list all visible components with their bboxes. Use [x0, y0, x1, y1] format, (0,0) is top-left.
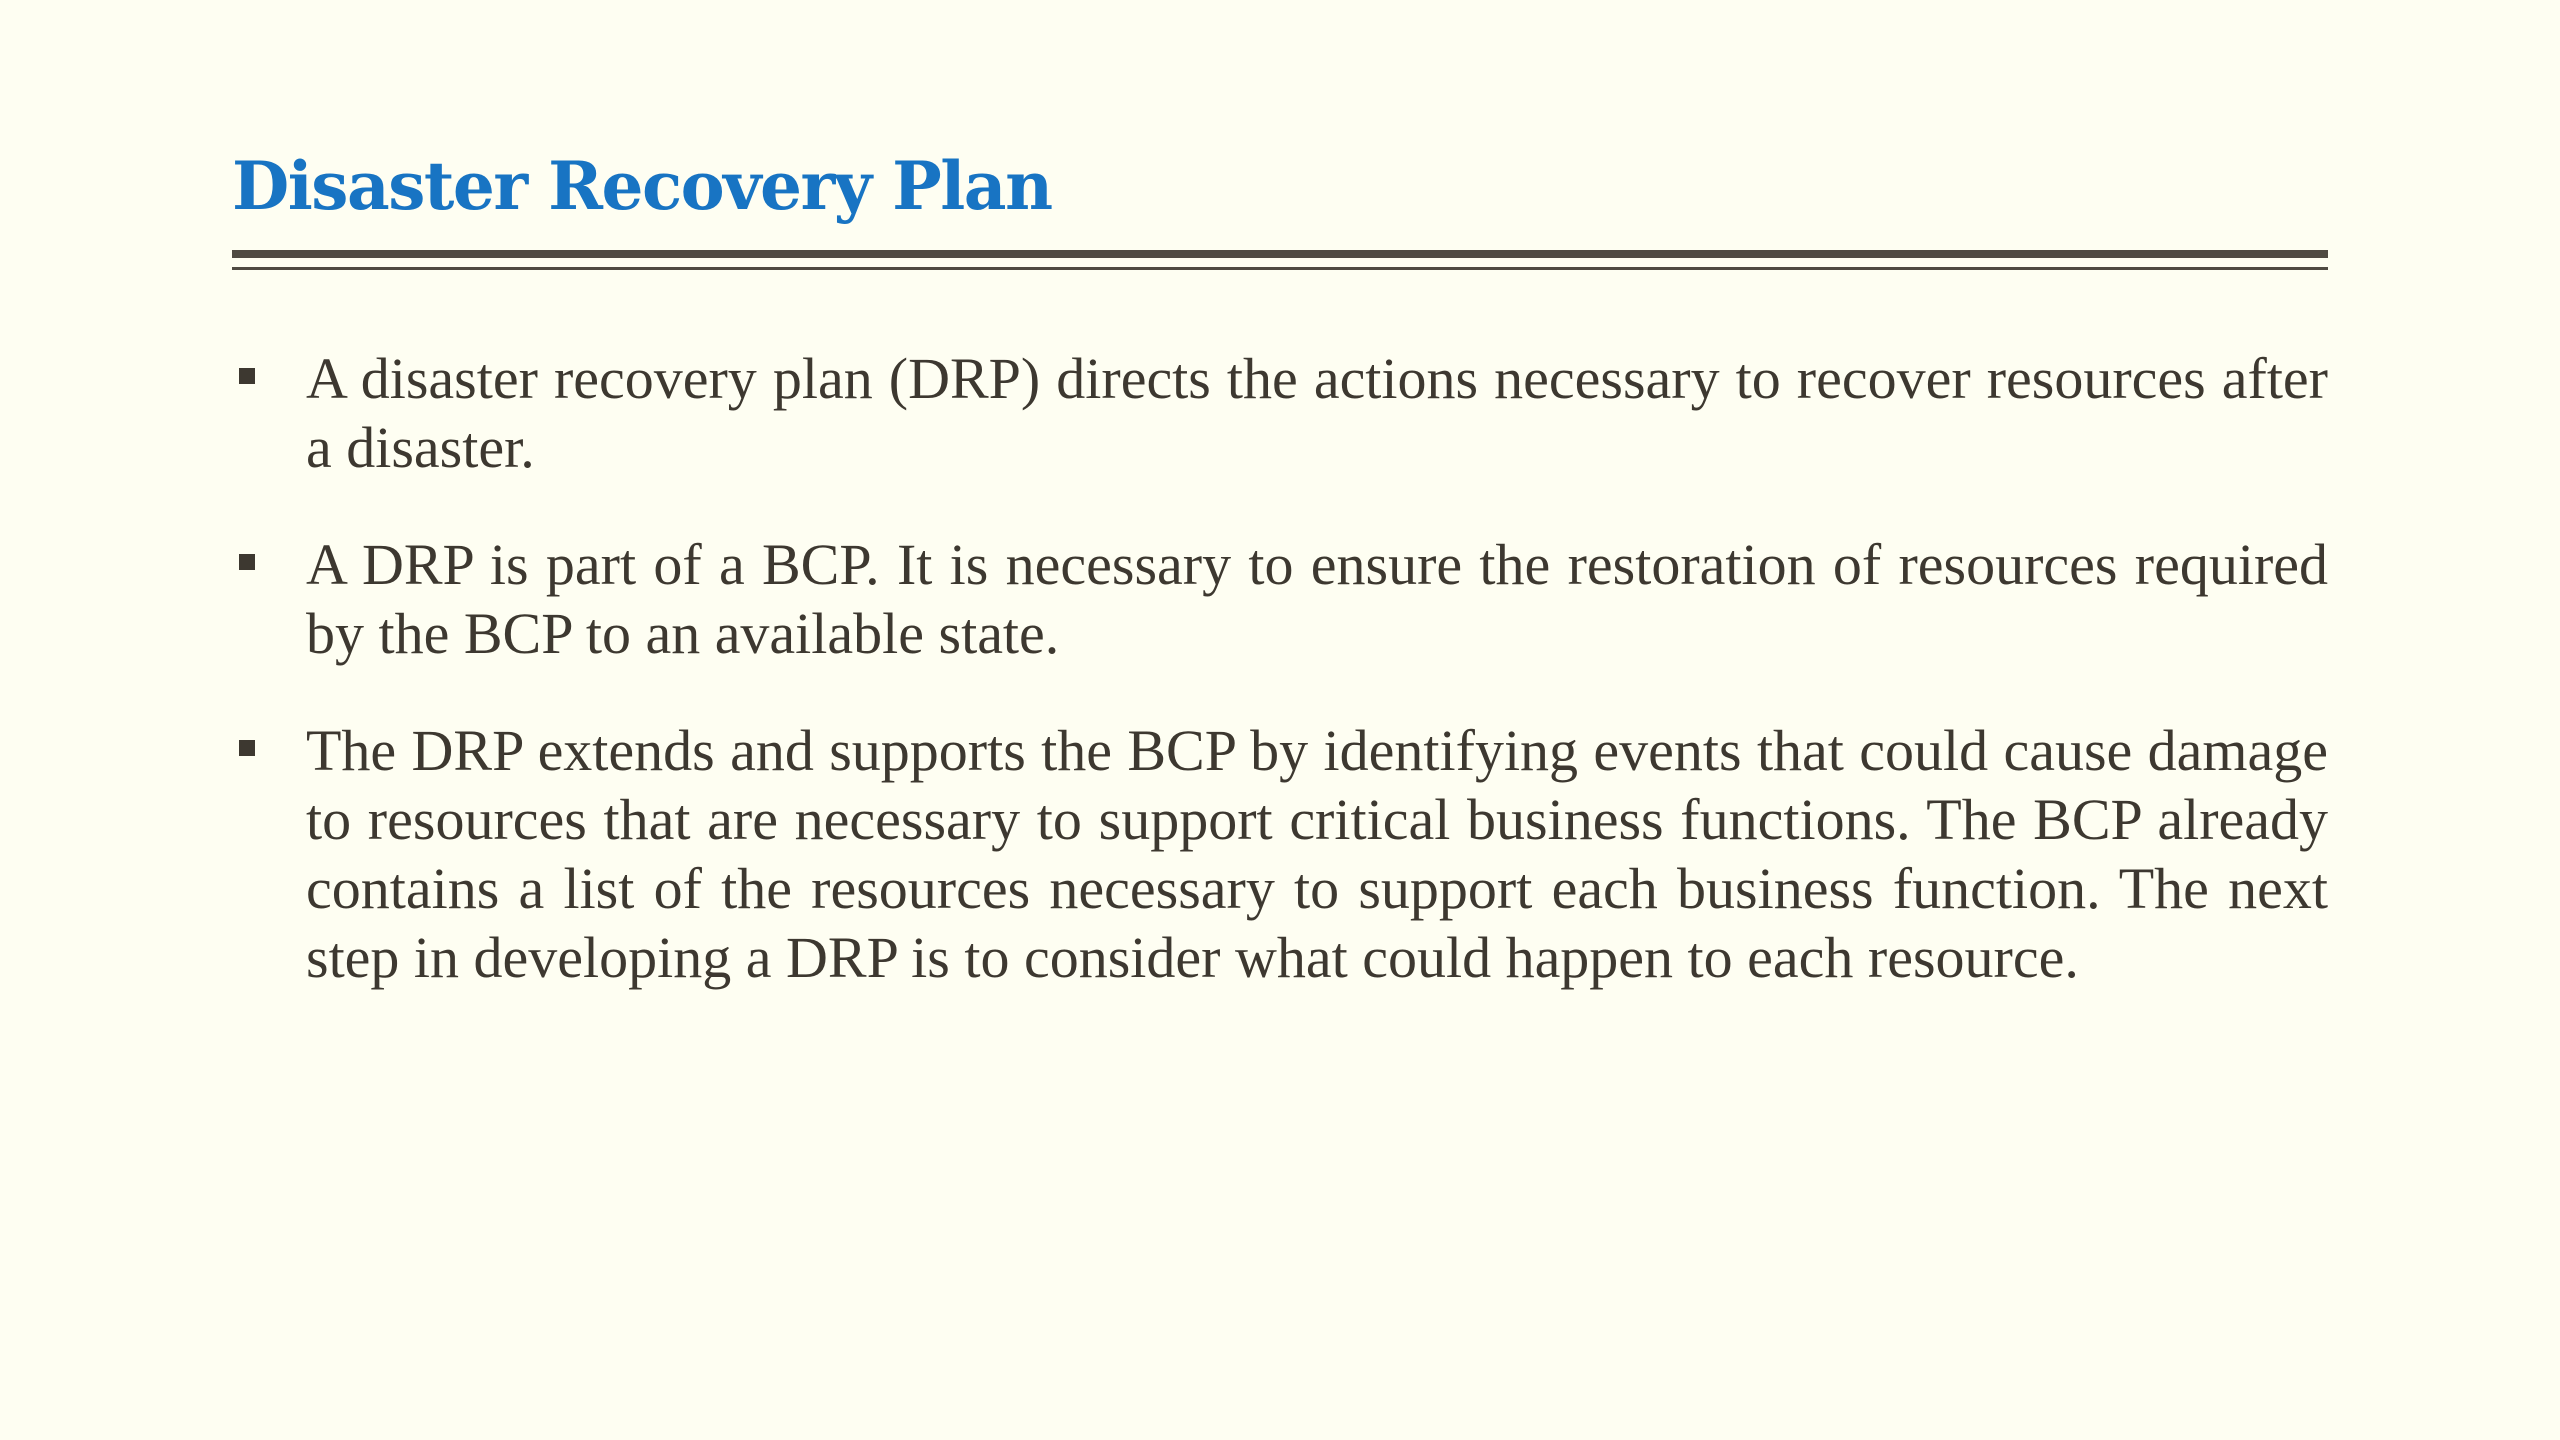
square-bullet-icon: [239, 368, 255, 384]
title-divider: [232, 250, 2328, 274]
bullet-text: A disaster recovery plan (DRP) directs the actions necessary to recover resources after a disaster.: [306, 346, 2328, 480]
bullet-item: [232, 344, 2328, 482]
bullet-text: A DRP is part of a BCP. It is necessary to ensure the restoration of resources required by the BCP to an available state.: [306, 532, 2328, 666]
slide-title: Disaster Recovery Plan: [232, 147, 1052, 225]
divider-thick-line: [232, 250, 2328, 258]
bullet-text: The DRP extends and supports the BCP by identifying events that could cause damage to resources that are necessary to support critical business functions. The BCP already contains a list of the resources necessary to support each business function. The next step in developing a DRP is to consider what could happen to each resource.: [306, 718, 2328, 990]
bullet-list: [232, 344, 2328, 1040]
bullet-item: [232, 530, 2328, 668]
bullet-item: [232, 716, 2328, 992]
divider-thin-line: [232, 267, 2328, 270]
square-bullet-icon: [239, 554, 255, 570]
square-bullet-icon: [239, 740, 255, 756]
